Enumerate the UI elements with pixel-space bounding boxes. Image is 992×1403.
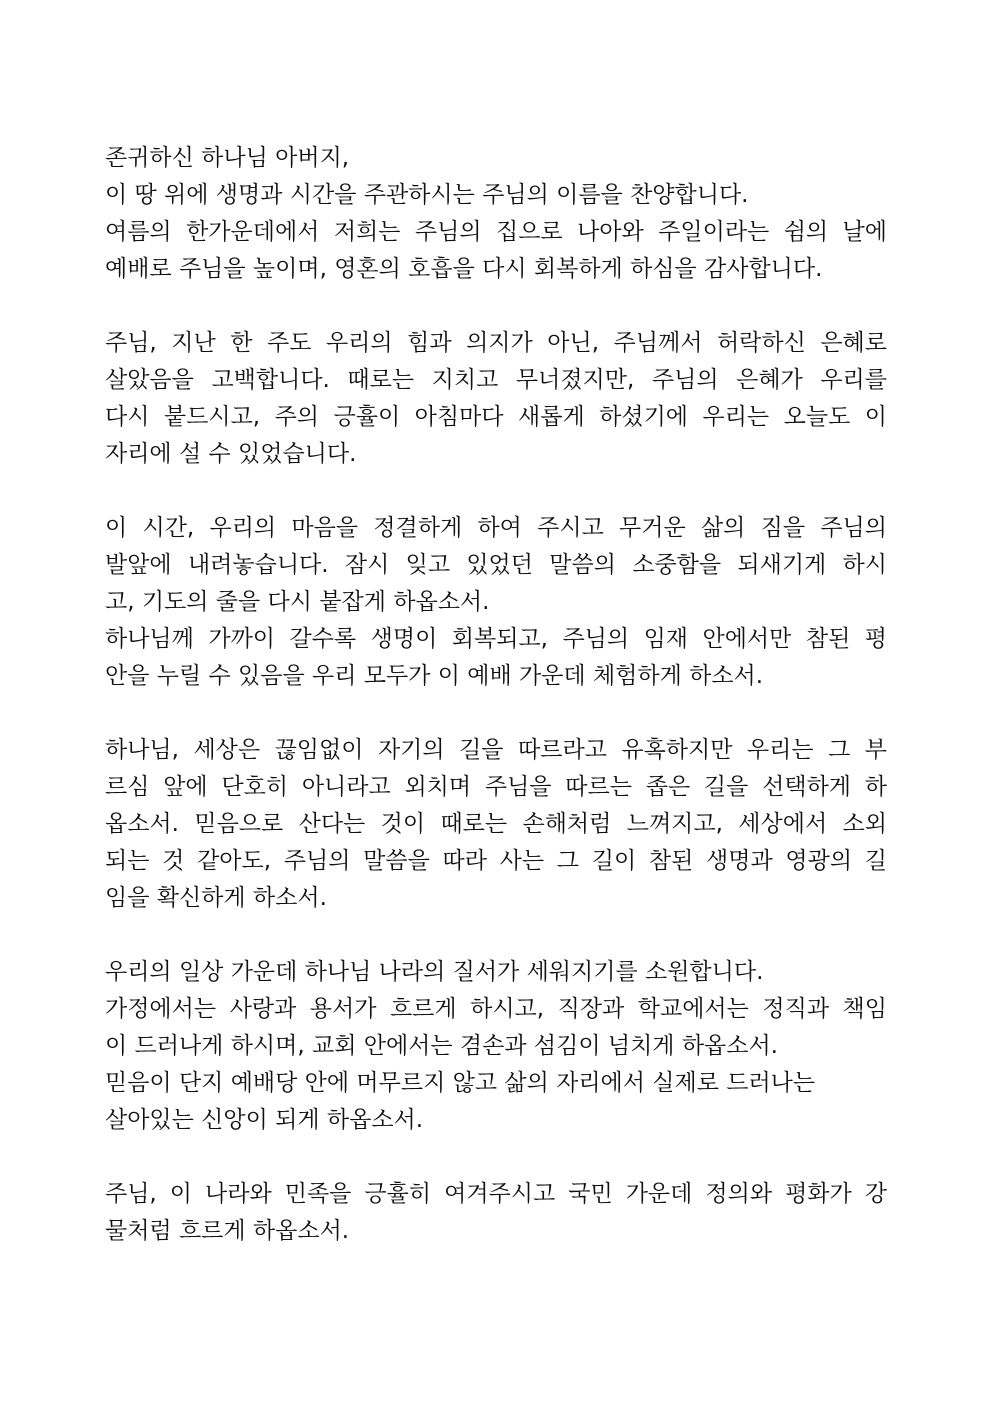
- text-line: 예배로 주님을 높이며, 영혼의 호흡을 다시 회복하게 하심을 감사합니다.: [105, 256, 823, 282]
- paragraph-gap: [105, 1139, 887, 1176]
- text-line: 임을 확신하게 하소서.: [105, 885, 327, 911]
- text-line: 이 시간, 우리의 마음을 정결하게 하여 주시고 무거운 삶의 짐을 주님의: [105, 515, 887, 541]
- text-line: 르심 앞에 단호히 아니라고 외치며 주님을 따르는 좁은 길을 선택하게 하: [105, 774, 887, 800]
- text-line: 가정에서는 사랑과 용서가 흐르게 하시고, 직장과 학교에서는 정직과 책임: [105, 996, 887, 1022]
- text-line: 물처럼 흐르게 하옵소서.: [105, 1218, 350, 1244]
- text-line: 발앞에 내려놓습니다. 잠시 잊고 있었던 말씀의 소중함을 되새기게 하시: [105, 552, 887, 578]
- text-line: 안을 누릴 수 있음을 우리 모두가 이 예배 가운데 체험하게 하소서.: [105, 663, 764, 689]
- text-line: 고, 기도의 줄을 다시 붙잡게 하옵소서.: [105, 589, 490, 615]
- text-line: 옵소서. 믿음으로 산다는 것이 때로는 손해처럼 느껴지고, 세상에서 소외: [105, 811, 887, 837]
- text-line: 믿음이 단지 예배당 안에 머무르지 않고 삶의 자리에서 실제로 드러나는: [105, 1070, 816, 1096]
- text-line: 주님, 이 나라와 민족을 긍휼히 여겨주시고 국민 가운데 정의와 평화가 강: [105, 1181, 887, 1207]
- paragraph: [105, 510, 887, 695]
- text-line: 하나님께 가까이 갈수록 생명이 회복되고, 주님의 임재 안에서만 참된 평: [105, 626, 887, 652]
- text-line: 주님, 지난 한 주도 우리의 힘과 의지가 아닌, 주님께서 허락하신 은혜로: [105, 330, 887, 356]
- paragraph: [105, 1176, 887, 1250]
- text-line: 되는 것 같아도, 주님의 말씀을 따라 사는 그 길이 참된 생명과 영광의 길: [105, 848, 887, 874]
- text-line: 이 드러나게 하시며, 교회 안에서는 겸손과 섬김이 넘치게 하옵소서.: [105, 1033, 778, 1059]
- paragraph: [105, 954, 887, 1139]
- text-line: 하나님, 세상은 끊임없이 자기의 길을 따르라고 유혹하지만 우리는 그 부: [105, 737, 887, 763]
- paragraph: [105, 140, 887, 288]
- text-line: 살았음을 고백합니다. 때로는 지치고 무너졌지만, 주님의 은혜가 우리를: [105, 367, 887, 393]
- paragraph: [105, 325, 887, 473]
- paragraph-gap: [105, 695, 887, 732]
- paragraph-gap: [105, 288, 887, 325]
- text-line: 존귀하신 하나님 아버지,: [105, 145, 350, 171]
- text-line: 다시 붙드시고, 주의 긍휼이 아침마다 새롭게 하셨기에 우리는 오늘도 이: [105, 404, 887, 430]
- prayer-text-body: [105, 140, 887, 1250]
- paragraph-gap: [105, 473, 887, 510]
- paragraph: [105, 732, 887, 917]
- text-line: 우리의 일상 가운데 하나님 나라의 질서가 세워지기를 소원합니다.: [105, 959, 764, 985]
- text-line: 이 땅 위에 생명과 시간을 주관하시는 주님의 이름을 찬양합니다.: [105, 182, 749, 208]
- text-line: 여름의 한가운데에서 저희는 주님의 집으로 나아와 주일이라는 쉼의 날에: [105, 219, 887, 245]
- text-line: 살아있는 신앙이 되게 하옵소서.: [105, 1107, 424, 1133]
- text-line: 자리에 설 수 있었습니다.: [105, 441, 357, 467]
- paragraph-gap: [105, 917, 887, 954]
